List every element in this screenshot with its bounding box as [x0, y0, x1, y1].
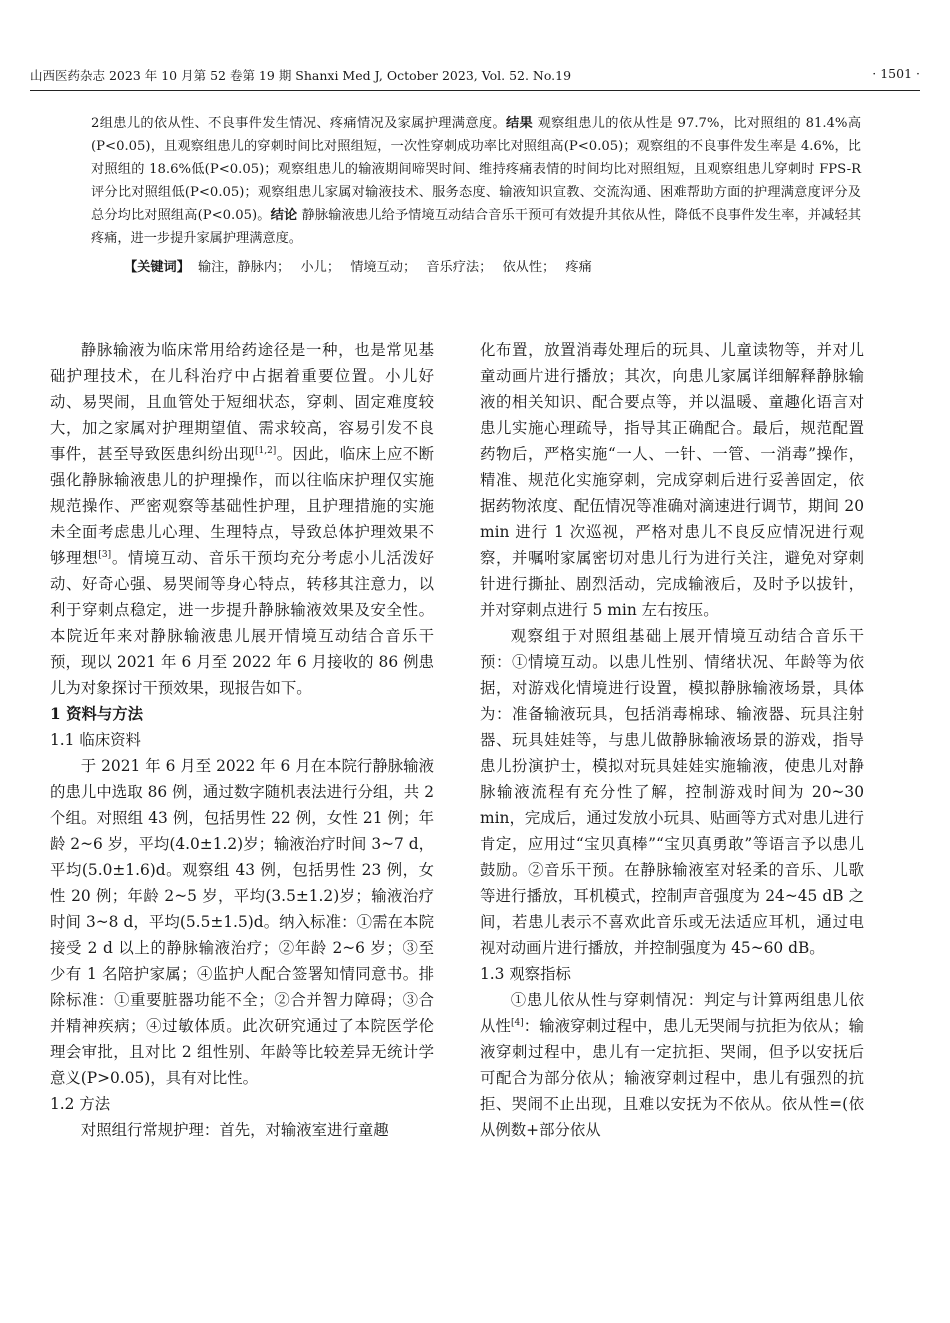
left-column — [50, 337, 434, 1143]
control-care-paragraph: 化布置，放置消毒处理后的玩具、儿童读物等，并对儿童动画片进行播放；其次，向患儿家属详细解释静脉输液的相关知识、配合要点等，并以温暖、童趣化语言对患儿实施心理疏导，指导其正确配合。最后，规范配置药物后，严格实施“一人、一针、一管、一消毒”操作，精准、规范化实施穿刺，完成穿刺后进行妥善固定，依据药物浓度、配伍情况等准确对滴速进行调节，期间 20 min 进行 1 次巡视，严格对患儿不良反应情况进行观察，并嘱咐家属密切对患儿行为进行关注，避免对穿刺针进行撕扯、剧烈活动，完成输液后，及时予以拔针，并对穿刺点进行 5 min 左右按压。 — [480, 341, 864, 619]
subsection-heading-indicators: 1.3 观察指标 — [480, 965, 571, 983]
abstract-block — [91, 112, 861, 279]
keywords-list: 输注，静脉内； 小儿； 情境互动； 音乐疗法； 依从性； 疼痛 — [197, 260, 592, 275]
right-column — [480, 337, 864, 1143]
intro-text-2: 。因此，临床上应不断强化静脉输液患儿的护理操作，而以往临床护理仅实施规范操作、严密观察等基础性护理，且护理措施的实施未全面考虑患儿心理、生理特点，导致总体护理效果不够理想 — [50, 445, 434, 567]
citation-ref: [4] — [510, 1017, 524, 1028]
page-number: · 1501 · — [872, 66, 920, 81]
indicators-paragraph — [480, 987, 864, 1143]
running-header — [30, 66, 920, 88]
abstract-results: 观察组患儿的依从性是 97.7%，比对照组的 81.4%高(P<0.05)，且观察组患儿的穿刺时间比对照组短，一次性穿刺成功率比对照组高(P<0.05)；观察组的不良事件发生率是 4.6%，比对照组的 18.6%低(P<0.05)；观察组患儿的输液期间啼哭时间、维持疼痛表情的时间均比对照组短，且观察组患儿穿刺时 FPS-R 评分比对照组低(P<0.05)；观察组患儿家属对输液技术、服务态度、输液知识宣教、交流沟通、困难帮助方面的护理满意度评分及总分均比对照组高(P<0.05)。 — [91, 116, 862, 223]
keywords-line — [91, 256, 861, 279]
abstract-text — [91, 112, 861, 250]
abstract-conclusion: 静脉输液患儿给予情境互动结合音乐干预可有效提升其依从性，降低不良事件发生率，并减轻其疼痛，进一步提升家属护理满意度。 — [91, 208, 862, 246]
keywords-label: 【关键词】 — [124, 260, 190, 275]
results-label: 结果 — [505, 116, 534, 131]
methods-paragraph-start: 对照组行常规护理：首先，对输液室进行童趣 — [80, 1121, 389, 1139]
indicators-text-1: ①患儿依从性与穿刺情况：判定与计算两组患儿依从性 — [480, 991, 864, 1035]
subsection-heading-methods: 1.2 方法 — [50, 1095, 111, 1113]
header-divider — [30, 90, 920, 91]
intro-paragraph — [50, 337, 434, 701]
subsection-heading-clinical-data: 1.1 临床资料 — [50, 731, 141, 749]
intro-text-1: 静脉输液为临床常用给药途径是一种，也是常见基础护理技术，在儿科治疗中占据着重要位置。小儿好动、易哭闹，且血管处于短细状态，穿刺、固定难度较大，加之家属对护理期望值、需求较高，容易引发不良事件，甚至导致医患纠纷出现 — [50, 341, 434, 463]
journal-citation: 山西医药杂志 2023 年 10 月第 52 卷第 19 期 Shanxi Med J, October 2023, Vol. 52. No.19 — [30, 68, 572, 83]
intro-text-3: 。情境互动、音乐干预均充分考虑小儿活泼好动、好奇心强、易哭闹等身心特点，转移其注意力，以利于穿刺点稳定，进一步提升静脉输液效果及安全性。本院近年来对静脉输液患儿展开情境互动结合音乐干预，现以 2021 年 6 月至 2022 年 6 月接收的 86 例患儿为对象探讨干预效果，现报告如下。 — [50, 549, 434, 697]
citation-ref: [3] — [98, 549, 112, 560]
indicators-text-2: ：输液穿刺过程中，患儿无哭闹与抗拒为依从；输液穿刺过程中，患儿有一定抗拒、哭闹，但予以安抚后可配合为部分依从；输液穿刺过程中，患儿有强烈的抗拒、哭闹不止出现，且难以安抚为不依从。依从性=(依从例数+部分依从 — [480, 1017, 864, 1139]
observation-intervention-paragraph: 观察组于对照组基础上展开情境互动结合音乐干预：①情境互动。以患儿性别、情绪状况、年龄等为依据，对游戏化情境进行设置，模拟静脉输液场景，具体为：准备输液玩具，包括消毒棉球、输液器、玩具注射器、玩具娃娃等，与患儿做静脉输液场景的游戏，指导患儿扮演护士，模拟对玩具娃娃实施输液，使患儿对静脉输液流程有充分性了解，控制游戏时间为 20~30 min，完成后，通过发放小玩具、贴画等方式对患儿进行肯定，应用过“宝贝真棒”“宝贝真勇敢”等语言予以患儿鼓励。②音乐干预。在静脉输液室对轻柔的音乐、儿歌等进行播放，耳机模式，控制声音强度为 24~45 dB 之间，若患儿表示不喜欢此音乐或无法适应耳机，通过电视对动画片进行播放，并控制强度为 45~60 dB。 — [480, 627, 864, 957]
abstract-methods-tail: 2组患儿的依从性、不良事件发生情况、疼痛情况及家属护理满意度。 — [91, 116, 506, 131]
conclusion-label: 结论 — [270, 208, 298, 223]
clinical-data-paragraph: 于 2021 年 6 月至 2022 年 6 月在本院行静脉输液的患儿中选取 86 例，通过数字随机表法进行分组，共 2 个组。对照组 43 例，包括男性 22 例，女性 21 例；年龄 2~6 岁，平均(4.0±1.2)岁；输液治疗时间 3~7 d，平均(5.0±1.6)d。观察组 43 例，包括男性 23 例，女性 20 例；年龄 2~5 岁，平均(3.5±1.2)岁；输液治疗时间 3~8 d，平均(5.5±1.5)d。纳入标准：①需在本院接受 2 d 以上的静脉输液治疗；②年龄 2~6 岁；③至少有 1 名陪护家属；④监护人配合签署知情同意书。排除标准：①重要脏器功能不全；②合并智力障碍；③合并精神疾病；④过敏体质。此次研究通过了本院医学伦理会审批，且对比 2 组性别、年龄等比较差异无统计学意义(P>0.05)，具有对比性。 — [50, 757, 434, 1087]
citation-ref: [1,2] — [254, 445, 277, 456]
section-heading-materials-methods: 1 资料与方法 — [50, 705, 144, 723]
